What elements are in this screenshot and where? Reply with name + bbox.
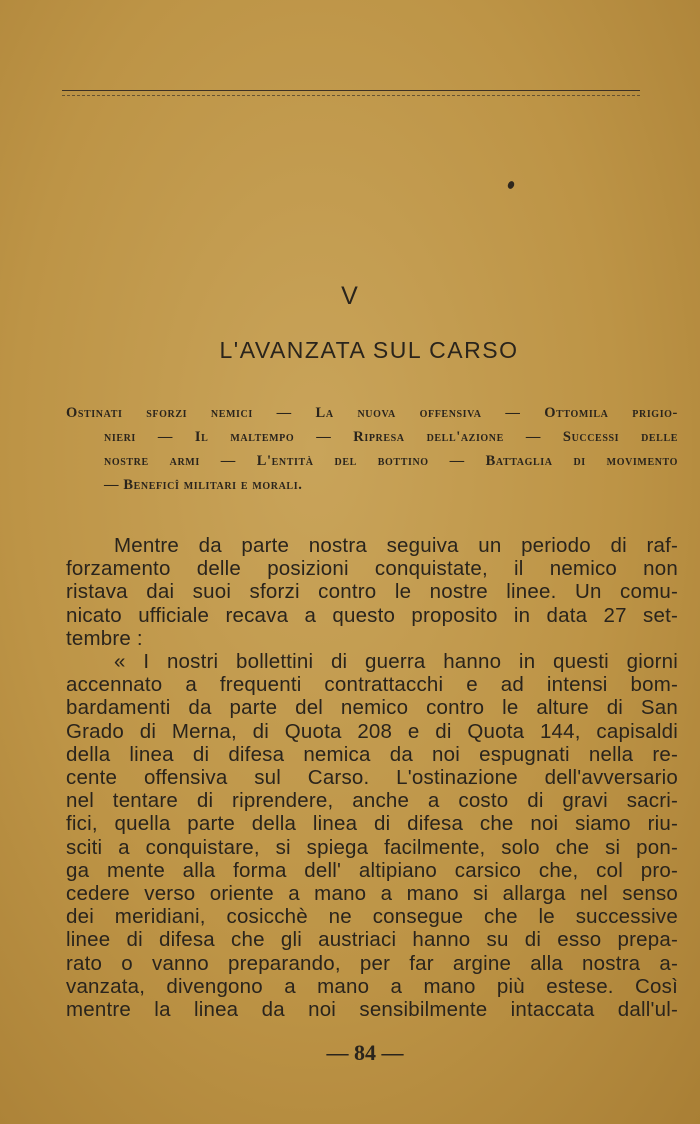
chapter-number: V [341, 282, 359, 310]
body-line: ga mente alla forma dell' altipiano carsico che, col pro- [66, 858, 678, 882]
summary-line: nostre armi — L'entità del bottino — Battaglia di movimento [104, 453, 678, 469]
chapter-summary [66, 401, 678, 497]
summary-line: — Beneficî militari e morali. [104, 477, 303, 493]
body-line: fici, quella parte della linea di difesa che noi siamo riu- [66, 812, 678, 836]
body-line: Grado di Merna, di Quota 208 e di Quota 144, capisaldi [66, 719, 678, 743]
body-line: sciti a conquistare, si spiega facilmente, solo che si pon- [66, 835, 678, 859]
body-line: Mentre da parte nostra seguiva un periodo di raf- [114, 534, 678, 557]
body-line: della linea di difesa nemica da noi espugnati nella re- [66, 742, 678, 766]
body-line: cente offensiva sul Carso. L'ostinazione dell'avversario [66, 766, 678, 790]
header-rule [62, 90, 640, 91]
body-line: nicato ufficiale recava a questo proposito in data 27 set- [66, 603, 678, 627]
body-line: tembre : [66, 626, 143, 650]
body-line: rato o vanno preparando, per far argine alla nostra a- [66, 951, 678, 975]
summary-line: Ostinati sforzi nemici — La nuova offensiva — Ottomila prigio- [66, 405, 678, 421]
header-rule-secondary [62, 95, 640, 96]
body-line: vanzata, divengono a mano a mano più estese. Così [66, 974, 678, 998]
ink-speck [507, 180, 516, 190]
chapter-title: L'AVANZATA SUL CARSO [219, 337, 519, 363]
summary-line: nieri — Il maltempo — Ripresa dell'azione — Successi delle [104, 429, 678, 445]
body-line: forzamento delle posizioni conquistate, il nemico non [66, 557, 678, 581]
body-line: accennato a frequenti contrattacchi e ad intensi bom- [66, 673, 678, 697]
body-line: mentre la linea da noi sensibilmente intaccata dall'ul- [66, 998, 678, 1022]
body-line: ristava dai suoi sforzi contro le nostre linee. Un comu- [66, 580, 678, 604]
body-line: nel tentare di riprendere, anche a costo di gravi sacri- [66, 789, 678, 813]
body-text [66, 534, 678, 1021]
body-line: linee di difesa che gli austriaci hanno su di esso prepa- [66, 928, 678, 952]
body-line: dei meridiani, cosicchè ne consegue che le successive [66, 905, 678, 929]
page-number: — 84 — [326, 1040, 404, 1065]
body-line: cedere verso oriente a mano a mano si allarga nel senso [66, 882, 678, 906]
body-line: bardamenti da parte del nemico contro le alture di San [66, 696, 678, 720]
body-line: « I nostri bollettini di guerra hanno in questi giorni [114, 650, 678, 674]
